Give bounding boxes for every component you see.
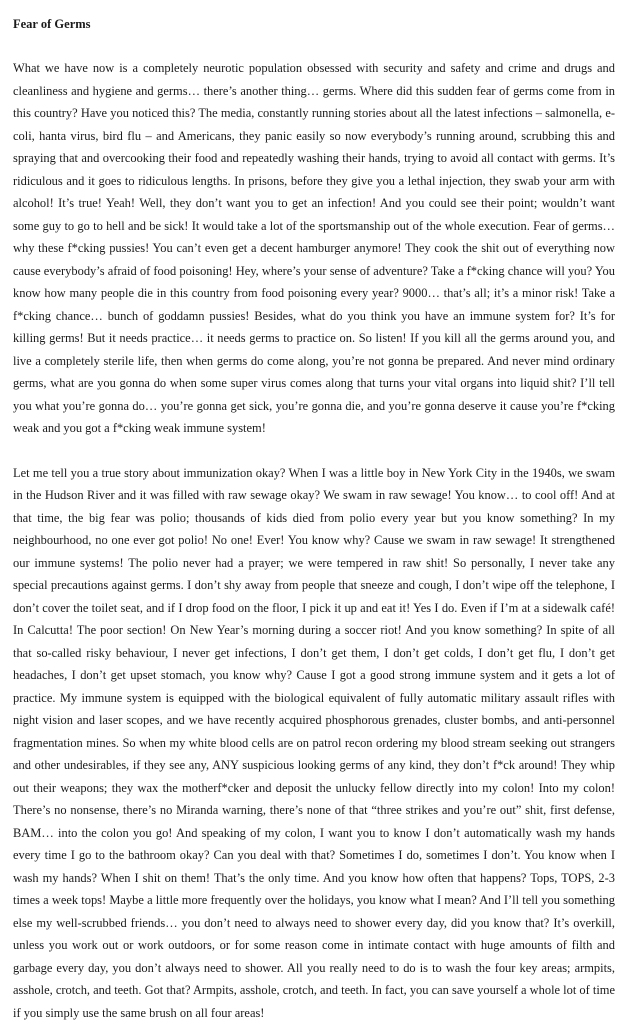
document-page <box>13 16 615 1024</box>
document-title: Fear of Germs <box>13 16 615 33</box>
paragraph-1: What we have now is a completely neurotic population obsessed with security and safety and crime and drugs and cleanliness and hygiene and germs… there’s another thing… germs. Where did this sudden fear of germs come from in this country? Have you noticed this? The media, constantly running stories about all the latest infections – salmonella, e-coli, hanta virus, bird flu – and Americans, they panic easily so now everybody’s running around, scrubbing this and spraying that and overcooking their food and repeatedly washing their hands, trying to avoid all contact with germs. It’s ridiculous and it goes to ridiculous lengths. In prisons, before they give you a lethal injection, they swab your arm with alcohol! It’s true! Yeah! Well, they don’t want you to get an infection! And you could see their point; wouldn’t want some guy to go to hell and be sick! It would take a lot of the sportsmanship out of the whole execution. Fear of germs… why these f*cking pussies! You can’t even get a decent hamburger anymore! They cook the shit out of everything now cause everybody’s afraid of food poisoning! Hey, where’s your sense of adventure? Take a f*cking chance will you? You know how many people die in this country from food poisoning every year? 9000… that’s all; it’s a minor risk! Take a f*cking chance… bunch of goddamn pussies! Besides, what do you think you have an immune system for? It’s for killing germs! But it needs practice… it needs germs to practice on. So listen! If you kill all the germs around you, and live a completely sterile life, then when germs do come along, you’re not gonna be prepared. And never mind ordinary germs, what are you gonna do when some super virus comes along that turns your vital organs into liquid shit? I’ll tell you what you’re gonna do… you’re gonna get sick, you’re gonna die, and you’re gonna deserve it cause you’re f*cking weak and you got a f*cking weak immune system! <box>13 57 615 440</box>
paragraph-2: Let me tell you a true story about immunization okay? When I was a little boy in New York City in the 1940s, we swam in the Hudson River and it was filled with raw sewage okay? We swam in raw sewage! You know… to cool off! And at that time, the big fear was polio; thousands of kids died from polio every year but you know something? In my neighbourhood, no one ever got polio! No one! Ever! You know why? Cause we swam in raw sewage! It strengthened our immune systems! The polio never had a prayer; we were tempered in raw shit! So personally, I never take any special precautions against germs. I don’t shy away from people that sneeze and cough, I don’t wipe off the telephone, I don’t cover the toilet seat, and if I drop food on the floor, I pick it up and eat it! Yes I do. Even if I’m at a sidewalk café! In Calcutta! The poor section! On New Year’s morning during a soccer riot! And you know something? In spite of all that so-called risky behaviour, I never get infections, I don’t get them, I don’t get colds, I don’t get flu, I don’t get headaches, I don’t get upset stomach, you know why? Cause I got a good strong immune system and it gets a lot of practice. My immune system is equipped with the biological equivalent of fully automatic military assault rifles with night vision and laser scopes, and we have recently acquired phosphorous grenades, cluster bombs, and anti-personnel fragmentation mines. So when my white blood cells are on patrol recon ordering my blood stream seeking out strangers and other undesirables, if they see any, ANY suspicious looking germs of any kind, they don’t f*ck around! They whip out their weapons; they wax the motherf*cker and deposit the unlucky fellow directly into my colon! Into my colon! There’s no nonsense, there’s no Miranda warning, there’s none of that “three strikes and you’re out” shit, first defense, BAM… into the colon you go! And speaking of my colon, I want you to know I don’t automatically wash my hands every time I go to the bathroom okay? Can you deal with that? Sometimes I do, sometimes I don’t. You know when I wash my hands? When I shit on them! That’s the only time. And you know how often that happens? Tops, TOPS, 2-3 times a week tops! Maybe a little more frequently over the holidays, you know what I mean? And I’ll tell you something else my well-scrubbed friends… you don’t need to always need to shower every day, did you know that? It’s overkill, unless you work out or work outdoors, or for some reason come in intimate contact with huge amounts of filth and garbage every day, you don’t always need to shower. All you really need to do is to wash the four key areas; armpits, asshole, crotch, and teeth. Got that? Armpits, asshole, crotch, and teeth. In fact, you can save yourself a whole lot of time if you simply use the same brush on all four areas! <box>13 462 615 1024</box>
